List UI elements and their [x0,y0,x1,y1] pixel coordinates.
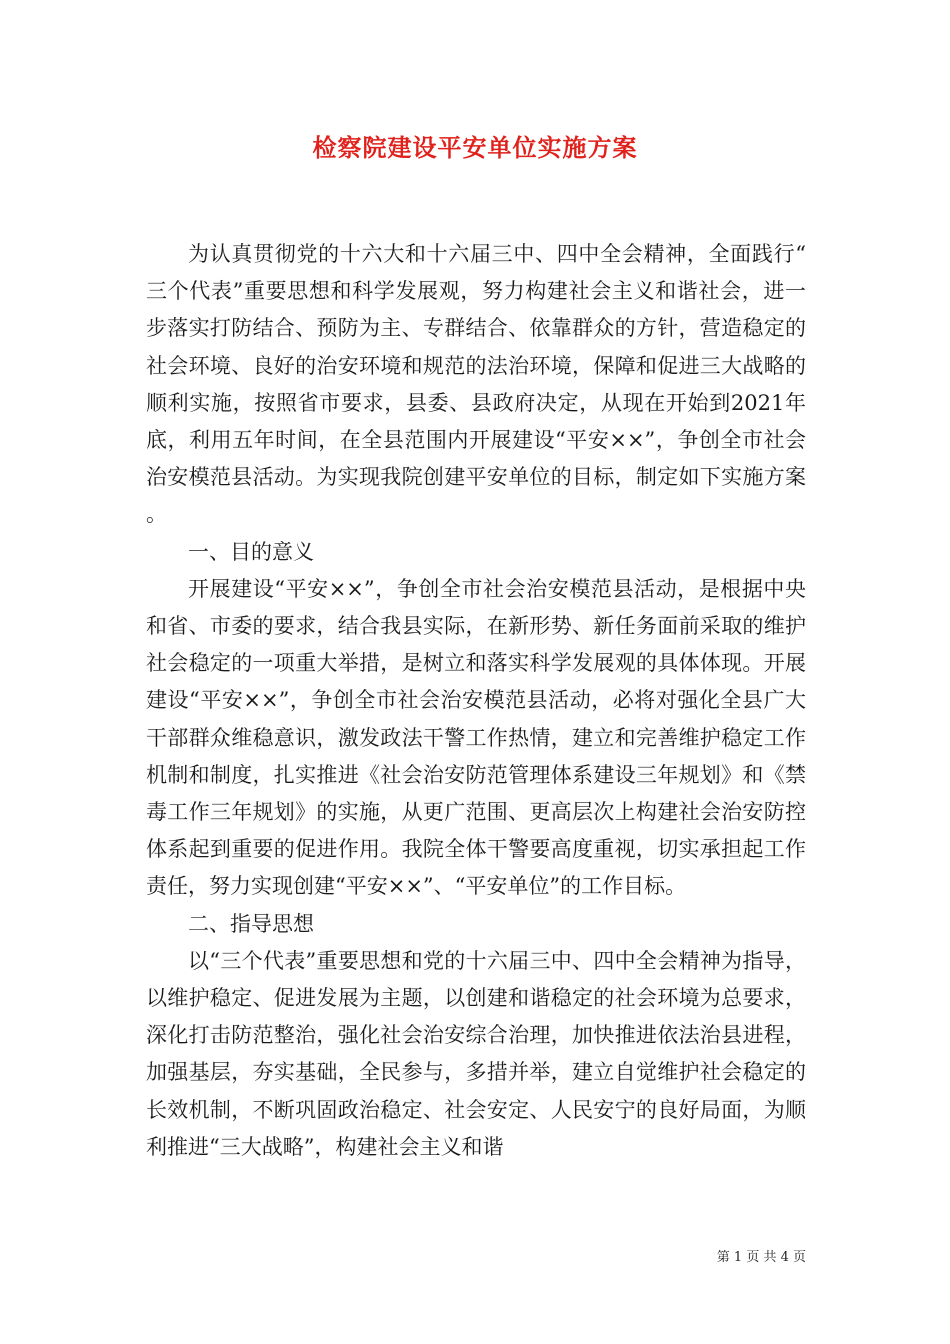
paragraph-guiding-ideology: 以“三个代表”重要思想和党的十六届三中、四中全会精神为指导，以维护稳定、促进发展为主题，以创建和谐稳定的社会环境为总要求，深化打击防范整治，强化社会治安综合治理，加快推进依法治县进程，加强基层，夯实基础，全民参与，多措并举，建立自觉维护社会稳定的长效机制，不断巩固政治稳定、社会安定、人民安宁的良好局面，为顺利推进“三大战略”，构建社会主义和谐 [146,948,806,1159]
document-body [146,236,806,1166]
document-title: 检察院建设平安单位实施方案 [312,133,638,162]
section-heading-guiding-ideology: 二、指导思想 [188,911,314,936]
paragraph-purpose: 开展建设“平安××”，争创全市社会治安模范县活动，是根据中央和省、市委的要求，结合我县实际，在新形势、新任务面前采取的维护社会稳定的一项重大举措，是树立和落实科学发展观的具体体现。开展建设“平安××”，争创全市社会治安模范县活动，必将对强化全县广大干部群众维稳意识，激发政法干警工作热情，建立和完善维护稳定工作机制和制度，扎实推进《社会治安防范管理体系建设三年规划》和《禁毒工作三年规划》的实施，从更广范围、更高层次上构建社会治安防控体系起到重要的促进作用。我院全体干警要高度重视，切实承担起工作责任，努力实现创建“平安××”、“平安单位”的工作目标。 [146,576,806,899]
paragraph-intro: 为认真贯彻党的十六大和十六届三中、四中全会精神，全面践行“三个代表”重要思想和科学发展观，努力构建社会主义和谐社会，进一步落实打防结合、预防为主、专群结合、依靠群众的方针，营造稳定的社会环境、良好的治安环境和规范的法治环境，保障和促进三大战略的顺利实施，按照省市要求，县委、县政府决定，从现在开始到2021年底，利用五年时间，在全县范围内开展建设“平安××”，争创全市社会治安模范县活动。为实现我院创建平安单位的目标，制定如下实施方案。 [146,242,806,527]
section-heading-purpose: 一、目的意义 [188,539,314,564]
page-number-footer: 第 1 页 共 4 页 [716,1250,806,1265]
